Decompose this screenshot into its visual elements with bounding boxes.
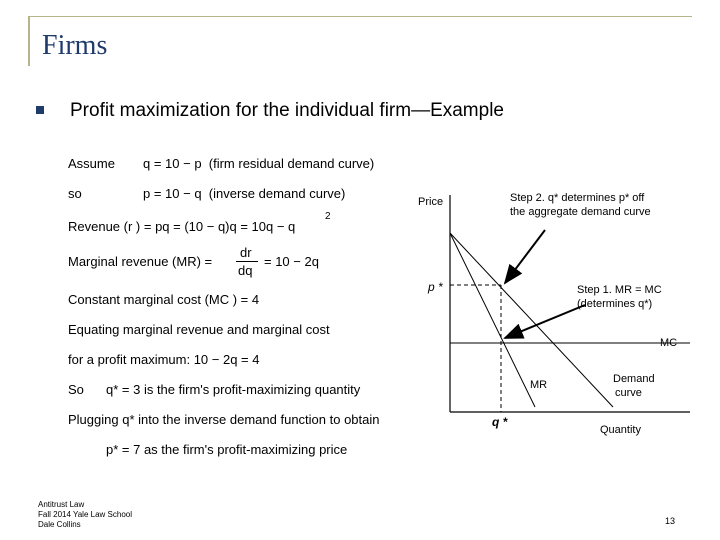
mr-rhs: = 10 − 2q — [264, 254, 319, 269]
demand-label-line1: Demand — [613, 373, 655, 385]
inverse-demand-equation: p = 10 − q (inverse demand curve) — [143, 186, 346, 201]
demand-label-line2: curve — [615, 387, 642, 399]
quantity-axis-label: Quantity — [600, 424, 641, 436]
q-star-label: q * — [492, 415, 508, 429]
slide-title: Firms — [42, 30, 108, 61]
mr-numerator: dr — [240, 245, 252, 260]
q-star-statement: q* = 3 is the firm's profit-maximizing quantity — [106, 382, 361, 397]
mr-label: MR — [530, 379, 548, 391]
mr-denominator: dq — [238, 263, 253, 278]
revenue-equation: Revenue (r ) = pq = (10 − q)q = 10q − q — [68, 219, 296, 234]
step2-arrow — [505, 230, 545, 283]
p-star-label: p * — [428, 280, 443, 294]
page-number: 13 — [665, 516, 676, 526]
price-axis-label: Price — [418, 196, 444, 208]
slide-heading: Profit maximization for the individual firm—Example — [70, 100, 504, 121]
mr-label: Marginal revenue (MR) = — [68, 254, 213, 269]
step1-note-line2: (determines q*) — [577, 298, 653, 310]
mc-label: MC — [660, 337, 678, 349]
step2-note-line2: the aggregate demand curve — [510, 206, 651, 218]
footer-line-term: Fall 2014 Yale Law School — [38, 510, 132, 519]
profit-max-equation: for a profit maximum: 10 − 2q = 4 — [68, 352, 260, 367]
footer-line-author: Dale Collins — [38, 520, 81, 529]
so-label: so — [68, 186, 82, 201]
footer — [38, 500, 132, 530]
revenue-exponent: 2 — [325, 211, 331, 222]
step1-note-line1: Step 1. MR = MC — [577, 284, 662, 296]
marginal-cost-equation: Constant marginal cost (MC ) = 4 — [68, 292, 260, 307]
assume-label: Assume — [68, 156, 115, 171]
assume-equation: q = 10 − p (firm residual demand curve) — [143, 156, 375, 171]
equating-line: Equating marginal revenue and marginal cost — [68, 322, 330, 337]
footer-line-course: Antitrust Law — [38, 500, 85, 509]
step1-arrow — [505, 305, 585, 338]
plugging-line: Plugging q* into the inverse demand function to obtain — [68, 412, 380, 427]
so2-label: So — [68, 382, 84, 397]
p-star-statement: p* = 7 as the firm's profit-maximizing price — [106, 442, 348, 457]
step2-note-line1: Step 2. q* determines p* off — [510, 192, 645, 204]
